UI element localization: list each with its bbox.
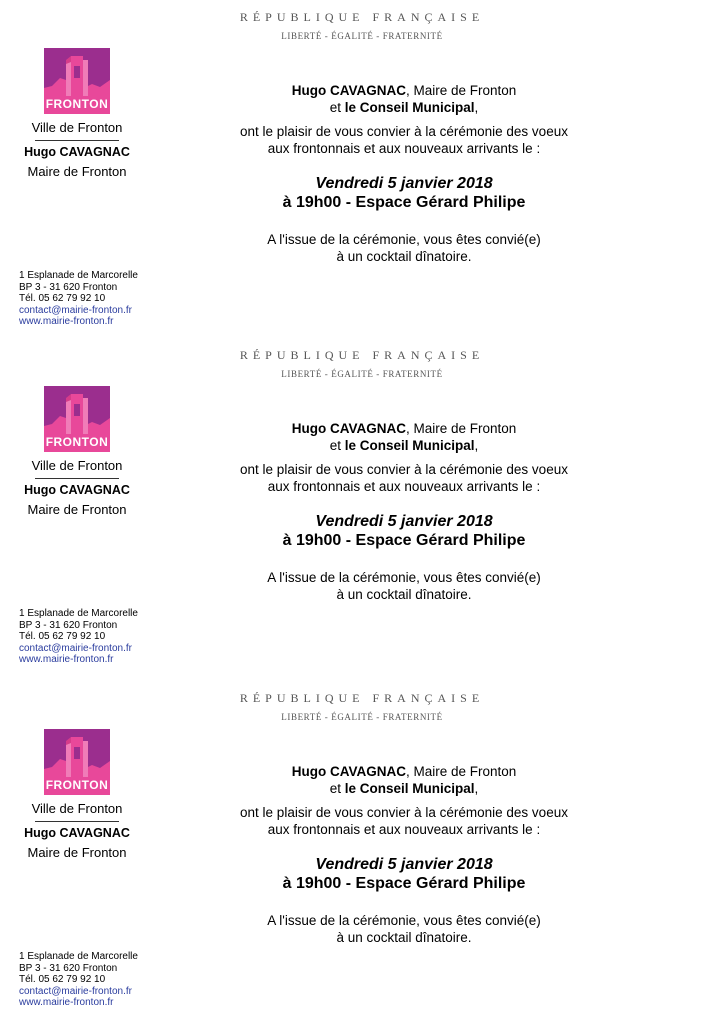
and-prefix: et: [329, 781, 345, 796]
email-link[interactable]: contact@mairie-fronton.fr: [19, 985, 132, 997]
invitation-line-2: aux frontonnais et aux nouveaux arrivants le :: [267, 479, 541, 494]
divider: [35, 140, 119, 141]
invitation-card: [0, 0, 724, 340]
event-date: Vendredi 5 janvier 2018: [315, 856, 493, 873]
mayor-title: Maire de Fronton: [27, 502, 127, 517]
council-name: le Conseil Municipal: [344, 438, 475, 453]
host-name: Hugo CAVAGNAC: [291, 764, 406, 779]
mayor-name: Hugo CAVAGNAC: [24, 483, 130, 497]
mayor-title: Maire de Fronton: [27, 164, 127, 179]
host-title: , Maire de Fronton: [405, 764, 517, 779]
address-street: 1 Esplanade de Marcorelle: [19, 608, 138, 619]
event-date: Vendredi 5 janvier 2018: [315, 175, 493, 192]
event-time-place: à 19h00 - Espace Gérard Philipe: [282, 875, 526, 892]
fronton-logo: [44, 386, 110, 452]
city-name: Ville de Fronton: [31, 801, 123, 816]
address-block: [19, 951, 138, 1009]
national-motto: LIBERTÉ - ÉGALITÉ - FRATERNITÉ: [281, 712, 443, 722]
council-suffix: ,: [474, 100, 479, 115]
host-title: , Maire de Fronton: [405, 83, 517, 98]
cocktail-line-1: A l'issue de la cérémonie, vous êtes convié(e): [267, 232, 541, 247]
mayor-name: Hugo CAVAGNAC: [24, 826, 130, 840]
invitation-card: [0, 338, 724, 678]
republic-heading: RÉPUBLIQUE FRANÇAISE: [239, 10, 485, 24]
cocktail-line-2: à un cocktail dînatoire.: [336, 930, 472, 945]
city-name: Ville de Fronton: [31, 458, 123, 473]
republic-heading: RÉPUBLIQUE FRANÇAISE: [239, 691, 485, 705]
divider: [35, 821, 119, 822]
address-postal: BP 3 - 31 620 Fronton: [19, 962, 118, 974]
invitation-line-1: ont le plaisir de vous convier à la cérémonie des voeux: [240, 805, 568, 820]
address-street: 1 Esplanade de Marcorelle: [19, 951, 138, 962]
host-line: [154, 420, 654, 437]
website-link[interactable]: www.mairie-fronton.fr: [19, 997, 114, 1009]
address-phone: Tél. 05 62 79 92 10: [19, 293, 106, 305]
invitation-line-2: aux frontonnais et aux nouveaux arrivants le :: [267, 822, 541, 837]
cocktail-line-2: à un cocktail dînatoire.: [336, 587, 472, 602]
email-link[interactable]: contact@mairie-fronton.fr: [19, 304, 132, 316]
logo-text: FRONTON: [45, 778, 109, 792]
council-line: [154, 780, 654, 797]
logo-text: FRONTON: [45, 435, 109, 449]
address-postal: BP 3 - 31 620 Fronton: [19, 281, 118, 293]
national-motto: LIBERTÉ - ÉGALITÉ - FRATERNITÉ: [281, 31, 443, 41]
invitation-line-1: ont le plaisir de vous convier à la cérémonie des voeux: [240, 124, 568, 139]
address-phone: Tél. 05 62 79 92 10: [19, 631, 106, 643]
council-name: le Conseil Municipal: [344, 100, 475, 115]
address-block: [19, 270, 138, 328]
fronton-logo: [44, 729, 110, 795]
website-link[interactable]: www.mairie-fronton.fr: [19, 654, 114, 666]
council-name: le Conseil Municipal: [344, 781, 475, 796]
event-time-place: à 19h00 - Espace Gérard Philipe: [282, 194, 526, 211]
cocktail-line-2: à un cocktail dînatoire.: [336, 249, 472, 264]
council-suffix: ,: [474, 781, 479, 796]
fronton-logo: [44, 48, 110, 114]
mayor-name: Hugo CAVAGNAC: [24, 145, 130, 159]
address-postal: BP 3 - 31 620 Fronton: [19, 619, 118, 631]
council-line: [154, 437, 654, 454]
national-motto: LIBERTÉ - ÉGALITÉ - FRATERNITÉ: [281, 369, 443, 379]
host-line: [154, 763, 654, 780]
cocktail-line-1: A l'issue de la cérémonie, vous êtes convié(e): [267, 570, 541, 585]
event-date: Vendredi 5 janvier 2018: [315, 513, 493, 530]
mayor-title: Maire de Fronton: [27, 845, 127, 860]
republic-heading: RÉPUBLIQUE FRANÇAISE: [239, 348, 485, 362]
cocktail-line-1: A l'issue de la cérémonie, vous êtes convié(e): [267, 913, 541, 928]
logo-text: FRONTON: [45, 97, 109, 111]
invitation-card: [0, 681, 724, 1021]
host-name: Hugo CAVAGNAC: [291, 421, 406, 436]
council-suffix: ,: [474, 438, 479, 453]
and-prefix: et: [329, 438, 345, 453]
website-link[interactable]: www.mairie-fronton.fr: [19, 316, 114, 328]
host-title: , Maire de Fronton: [405, 421, 517, 436]
invitation-line-1: ont le plaisir de vous convier à la cérémonie des voeux: [240, 462, 568, 477]
council-line: [154, 99, 654, 116]
invitation-line-2: aux frontonnais et aux nouveaux arrivants le :: [267, 141, 541, 156]
divider: [35, 478, 119, 479]
host-name: Hugo CAVAGNAC: [291, 83, 406, 98]
event-time-place: à 19h00 - Espace Gérard Philipe: [282, 532, 526, 549]
host-line: [154, 82, 654, 99]
address-street: 1 Esplanade de Marcorelle: [19, 270, 138, 281]
address-phone: Tél. 05 62 79 92 10: [19, 974, 106, 986]
and-prefix: et: [329, 100, 345, 115]
email-link[interactable]: contact@mairie-fronton.fr: [19, 642, 132, 654]
city-name: Ville de Fronton: [31, 120, 123, 135]
address-block: [19, 608, 138, 666]
